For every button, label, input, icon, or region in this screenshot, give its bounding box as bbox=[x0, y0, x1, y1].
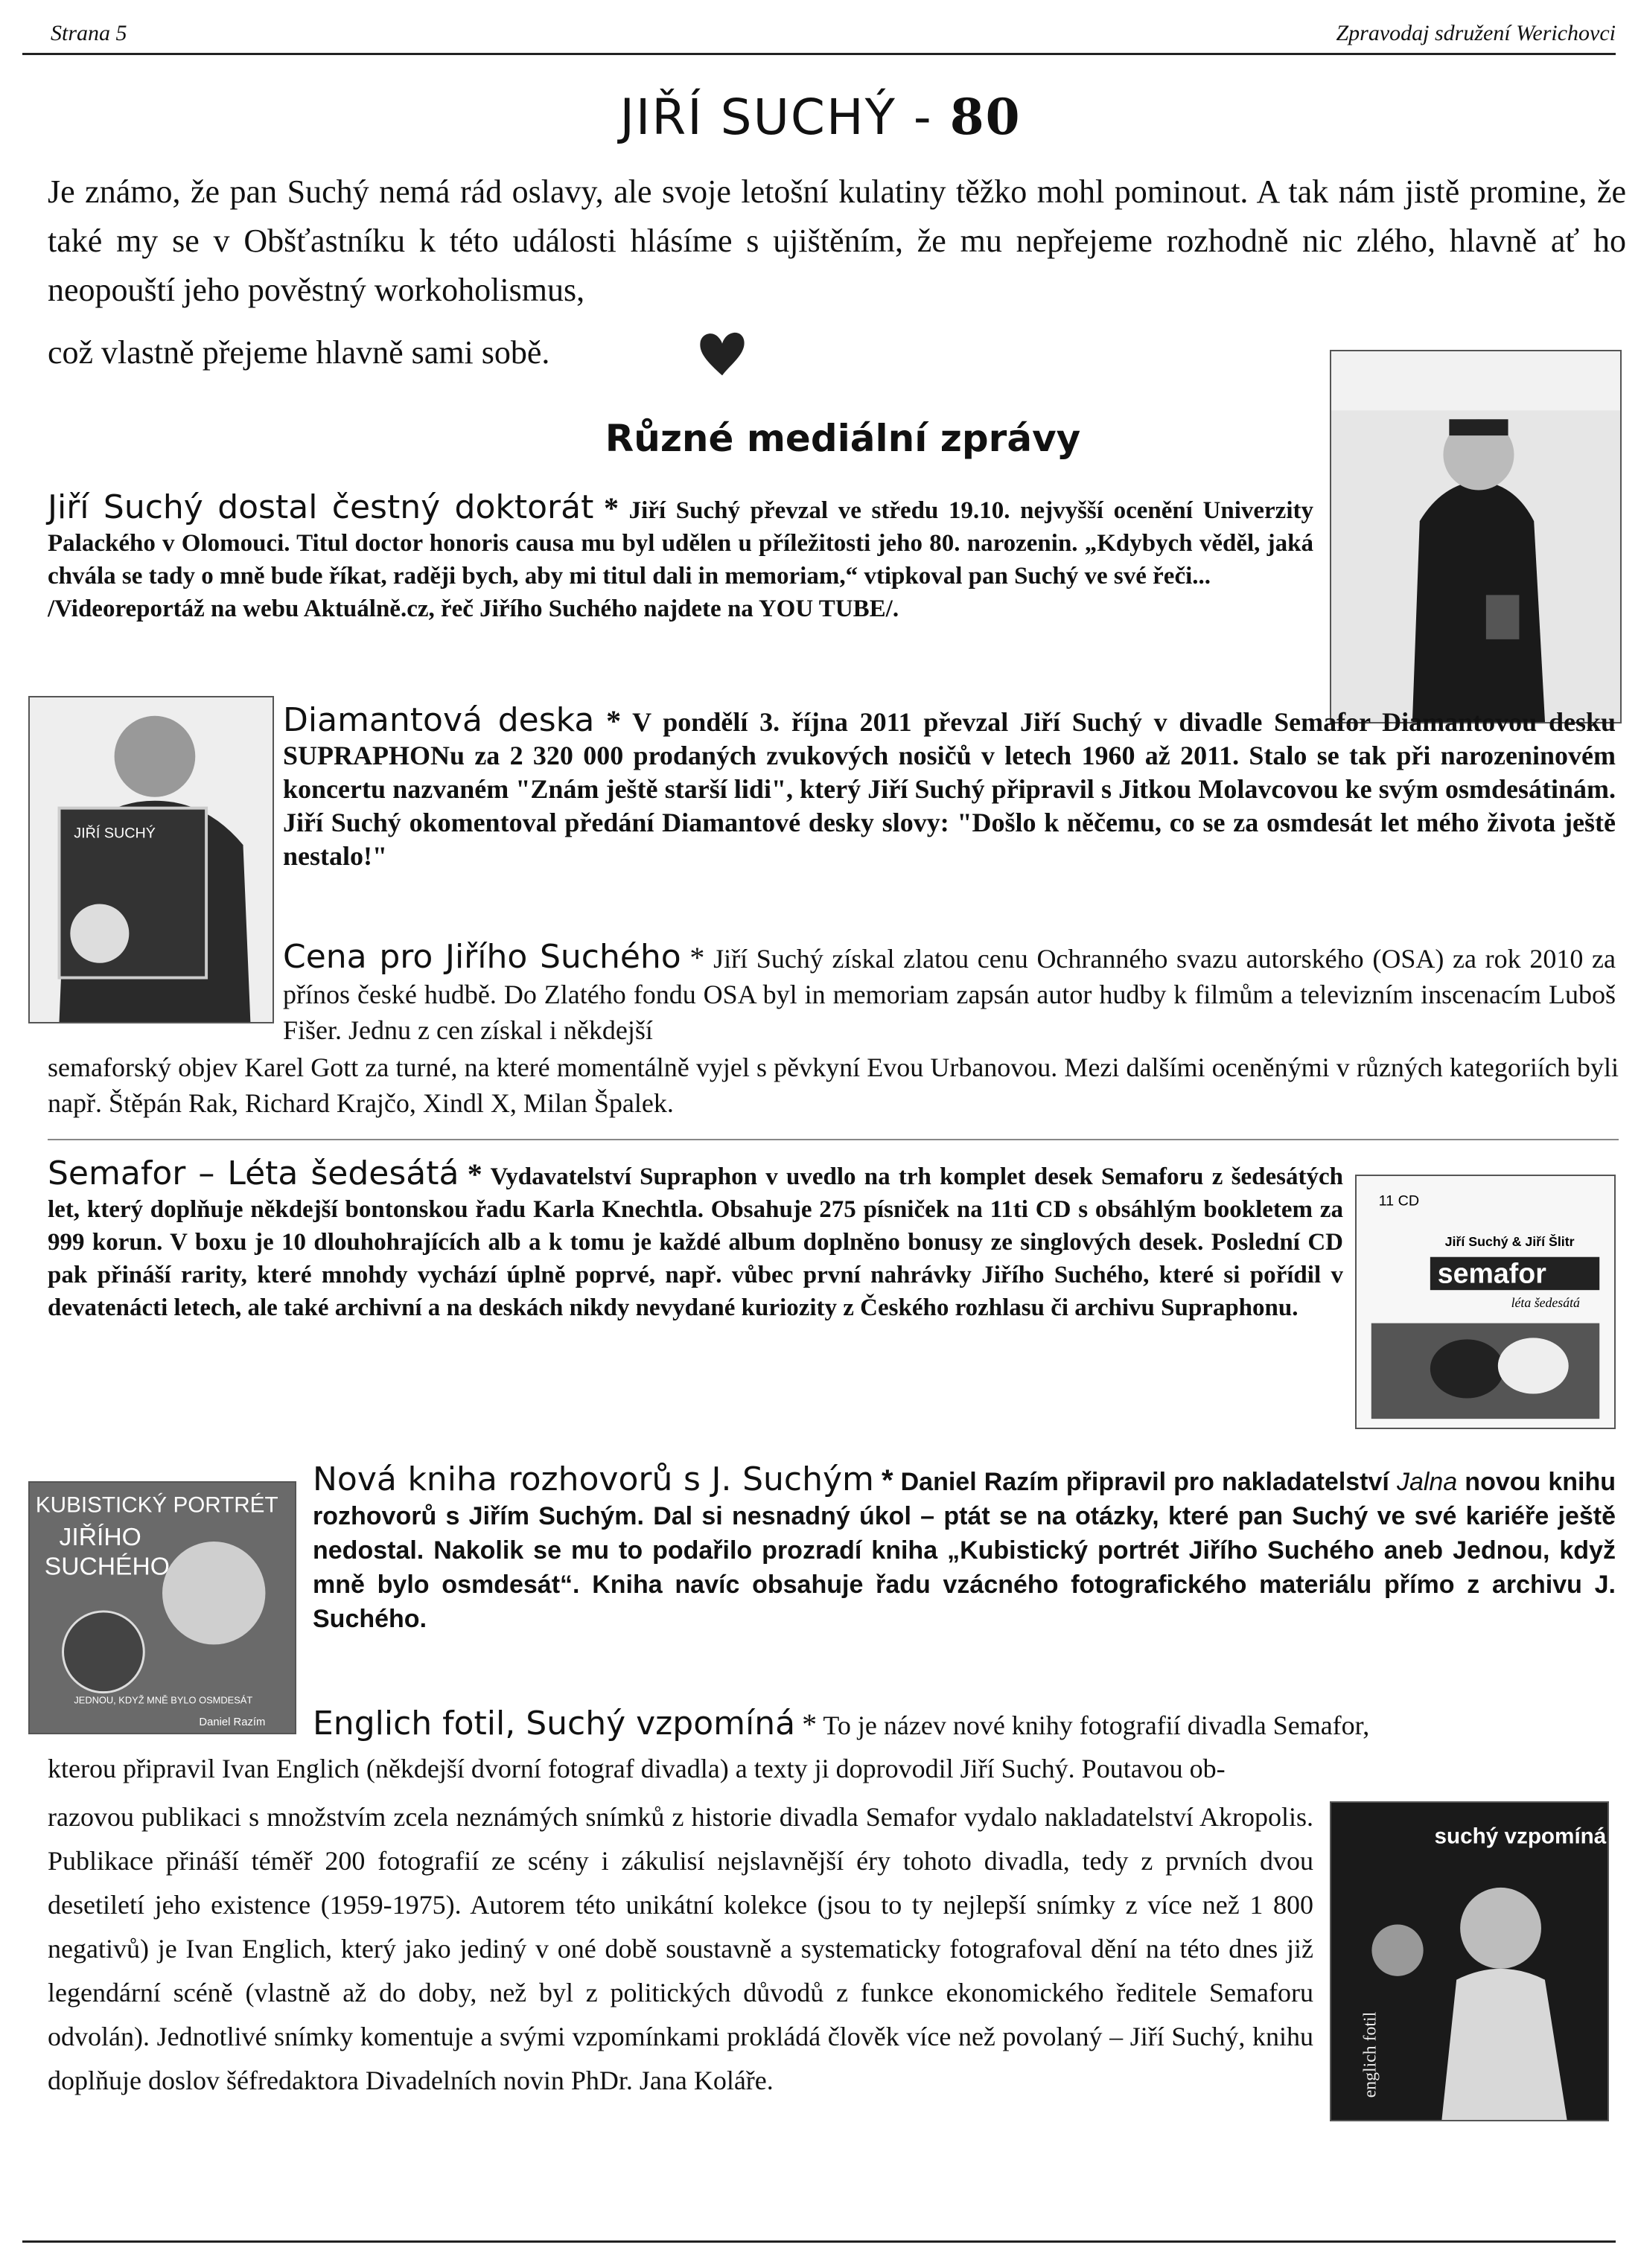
page-title bbox=[0, 88, 1641, 146]
semafor-cd-box bbox=[1355, 1175, 1616, 1429]
article-englich-cont2: razovou publikaci s množstvím zcela neznámých snímků z historie divadla Semafor vydalo nakladatelství Akropolis. Publikace přináší téměř 200 fotografií ze scény i zákulisí nejslavnější éry tohoto divadla, tedy z prvních dvou desetiletí jeho existence (1959-1975). Autorem této unikátní kolekce (jsou to ty nejlepší snímky z více než 1 800 negativů) je Ivan Englich, který jako jediný v oné době soustavně a systematicky fotografoval dění na této dnes již legendární scéně (vlastně až do doby, než byl z politických důvodů z funkce ekonomického ředitele Semaforu odvolán). Jednotlivé snímky komentuje a svými vzpomínkami prokládá člověk více než povolaný – Jiří Suchý, knihu doplňuje doslov šéfredaktora Divadelních novin PhDr. Jana Koláře. bbox=[48, 1802, 1313, 2095]
article-body: To je název nové knihy fotografií divadla Semafor, bbox=[823, 1710, 1370, 1740]
page-number: Strana 5 bbox=[51, 21, 127, 45]
article-semafor-sixties bbox=[48, 1154, 1344, 1324]
article-osa-award bbox=[283, 939, 1616, 1048]
article-englich-cont: kterou připravil Ivan Englich (někdejší dvorní fotograf divadla) a texty ji doprovodil Jiří Suchý. Poutavou ob- bbox=[48, 1754, 1226, 1783]
separator-star: * bbox=[606, 704, 622, 738]
svg-text:11 CD: 11 CD bbox=[1378, 1192, 1420, 1210]
svg-text:JIŘÍ SUCHÝ: JIŘÍ SUCHÝ bbox=[74, 825, 156, 842]
title-number: 80 bbox=[949, 88, 1022, 146]
article-heading: Semafor – Léta šedesátá bbox=[48, 1154, 459, 1192]
svg-text:englich fotil: englich fotil bbox=[1360, 2011, 1380, 2098]
svg-text:KUBISTICKÝ PORTRÉT: KUBISTICKÝ PORTRÉT bbox=[35, 1492, 278, 1518]
article-diamond-record bbox=[283, 703, 1616, 873]
intro-last-line: což vlastně přejeme hlavně sami sobě. bbox=[48, 334, 550, 371]
englich-book-cover bbox=[1330, 1801, 1609, 2121]
doctorate-photo bbox=[1330, 350, 1622, 723]
article-body: Jiří Suchý převzal ve středu 19.10. nejvyšší ocenění Univerzity Palackého v Olomouci. Titul doctor honoris causa mu byl udělen u příležitosti jeho 80. narozenin. „Kdybych věděl, jaká chvála se tady o mně bude říkat, raději bych, aby mi titul dali in memoriam,“ vtipkoval pan Suchý ve své řeči... bbox=[48, 497, 1313, 590]
svg-text:léta šedesátá: léta šedesátá bbox=[1511, 1294, 1580, 1310]
article-heading: Cena pro Jiřího Suchého bbox=[283, 938, 681, 976]
article-body: Jiří Suchý získal zlatou cenu Ochranného svazu autorského (OSA) za rok 2010 za přínos české hudbě. Do Zlatého fondu OSA byl in memoriam zapsán autor hudby k filmům a televizním inscenacím Luboš Fišer. Jednu z cen získal i někdejší bbox=[283, 944, 1616, 1045]
separator-star: * bbox=[603, 491, 619, 525]
article-heading: Jiří Suchý dostal čestný doktorát bbox=[48, 488, 594, 526]
svg-text:Jiří Suchý & Jiří Šlitr: Jiří Suchý & Jiří Šlitr bbox=[1444, 1233, 1575, 1249]
heart-icon bbox=[696, 328, 748, 380]
article-heading: Nová kniha rozhovorů s J. Suchým bbox=[313, 1460, 874, 1498]
divider bbox=[48, 1139, 1619, 1140]
svg-text:SUCHÉHO: SUCHÉHO bbox=[44, 1553, 170, 1581]
article-osa-award-cont: semaforský objev Karel Gott za turné, na které momentálně vyjel s pěvkyní Evou Urbanovou. Mezi dalšími oceněnými v různých kategoriích byli např. Štěpán Rak, Richard Krajčo, Xindl X, Milan Špalek. bbox=[48, 1052, 1619, 1118]
svg-text:Daniel Razím: Daniel Razím bbox=[199, 1716, 266, 1729]
intro-paragraph: Je známo, že pan Suchý nemá rád oslavy, ale svoje letošní kulatiny těžko mohl pominout. A tak nám jistě promine, že také my se v Obšťastníku k této události hlásíme s ujištěním, že mu nepřejeme rozhodně nic zlého, hlavně ať ho neopouští jeho pověstný workoholismus, bbox=[48, 173, 1626, 308]
article-new-book bbox=[313, 1460, 1616, 1636]
title-name: JIŘÍ SUCHÝ - bbox=[619, 89, 933, 146]
diamond-record-photo bbox=[28, 696, 274, 1023]
separator-star: * bbox=[467, 1157, 482, 1191]
article-body: V pondělí 3. října 2011 převzal Jiří Suchý v divadle Semafor Diamantovou desku SUPRAPHONu za 2 320 000 prodaných zvukových nosičů v letech 1960 až 2011. Stalo se tak při narozeninovém koncertu nazvaném "Znám ještě starší lidi", který Jiří Suchý připravil s Jitkou Molavcovou ke svým osmdesátinám. Jiří Suchý okomentoval předání Diamantové desky slovy: "Došlo k něčemu, co se za osmdesát let mého života ještě nestalo!" bbox=[283, 707, 1616, 871]
article-body: novou knihu rozhovorů s Jiřím Suchým. Dal si nesnadný úkol – ptát se na otázky, které pan Suchý ve své kariéře ještě nedostal. Nakolik se mu to podařilo prozradí kniha „Kubistický portrét Jiřího Suchého aneb Jednou, když mně bylo osmdesát“. Kniha navíc obsahuje řadu vzácného fotografického materiálu přímo z archivu J. Suchého. bbox=[313, 1468, 1616, 1633]
article-body-pre: Daniel Razím připravil pro nakladatelství bbox=[900, 1468, 1389, 1496]
svg-text:suchý vzpomíná: suchý vzpomíná bbox=[1434, 1824, 1607, 1849]
article-body: Vydavatelství Supraphon v uvedlo na trh komplet desek Semaforu z šedesátých let, který doplňuje někdejší bontonskou řadu Karla Knechtla. Obsahuje 275 písniček na 11ti CD s obsáhlým bookletem za 999 korun. V boxu je 10 dlouhohrajících alb a k tomu je každé album doplněno bonusy ze singlových desek. Poslední CD pak přináší rarity, které mnohdy vychází úplně poprvé, např. vůbec první nahrávky Jiřího Suchého, které si pořídil v devatenácti letech, ale také archivní a na deskách nikdy nevydané kuriozity z Českého rozhlasu či archivu Supraphonu. bbox=[48, 1163, 1344, 1321]
kubisticky-portret-book bbox=[28, 1481, 296, 1734]
article-doctorate bbox=[48, 488, 1313, 625]
article-heading: Diamantová deska bbox=[283, 701, 595, 739]
section-heading: Různé mediální zprávy bbox=[605, 417, 1081, 460]
footer-rule bbox=[22, 2240, 1616, 2243]
article-heading: Englich fotil, Suchý vzpomíná bbox=[313, 1705, 796, 1742]
article-note: /Videoreportáž na webu Aktuálně.cz, řeč Jiřího Suchého najdete na YOU TUBE/. bbox=[48, 595, 899, 622]
separator-star: * bbox=[881, 1464, 893, 1497]
separator-star: * bbox=[689, 941, 705, 974]
svg-text:JIŘÍHO: JIŘÍHO bbox=[59, 1524, 141, 1551]
svg-text:semafor: semafor bbox=[1437, 1257, 1546, 1289]
publisher-name: Jalna bbox=[1396, 1468, 1458, 1496]
separator-star: * bbox=[802, 1708, 818, 1741]
svg-text:JEDNOU, KDYŽ MNĚ BYLO OSMDESÁT: JEDNOU, KDYŽ MNĚ BYLO OSMDESÁT bbox=[74, 1694, 253, 1706]
page-header bbox=[22, 16, 1616, 55]
publication-name: Zpravodaj sdružení Werichovci bbox=[1336, 21, 1616, 45]
article-englich bbox=[313, 1706, 1623, 1743]
